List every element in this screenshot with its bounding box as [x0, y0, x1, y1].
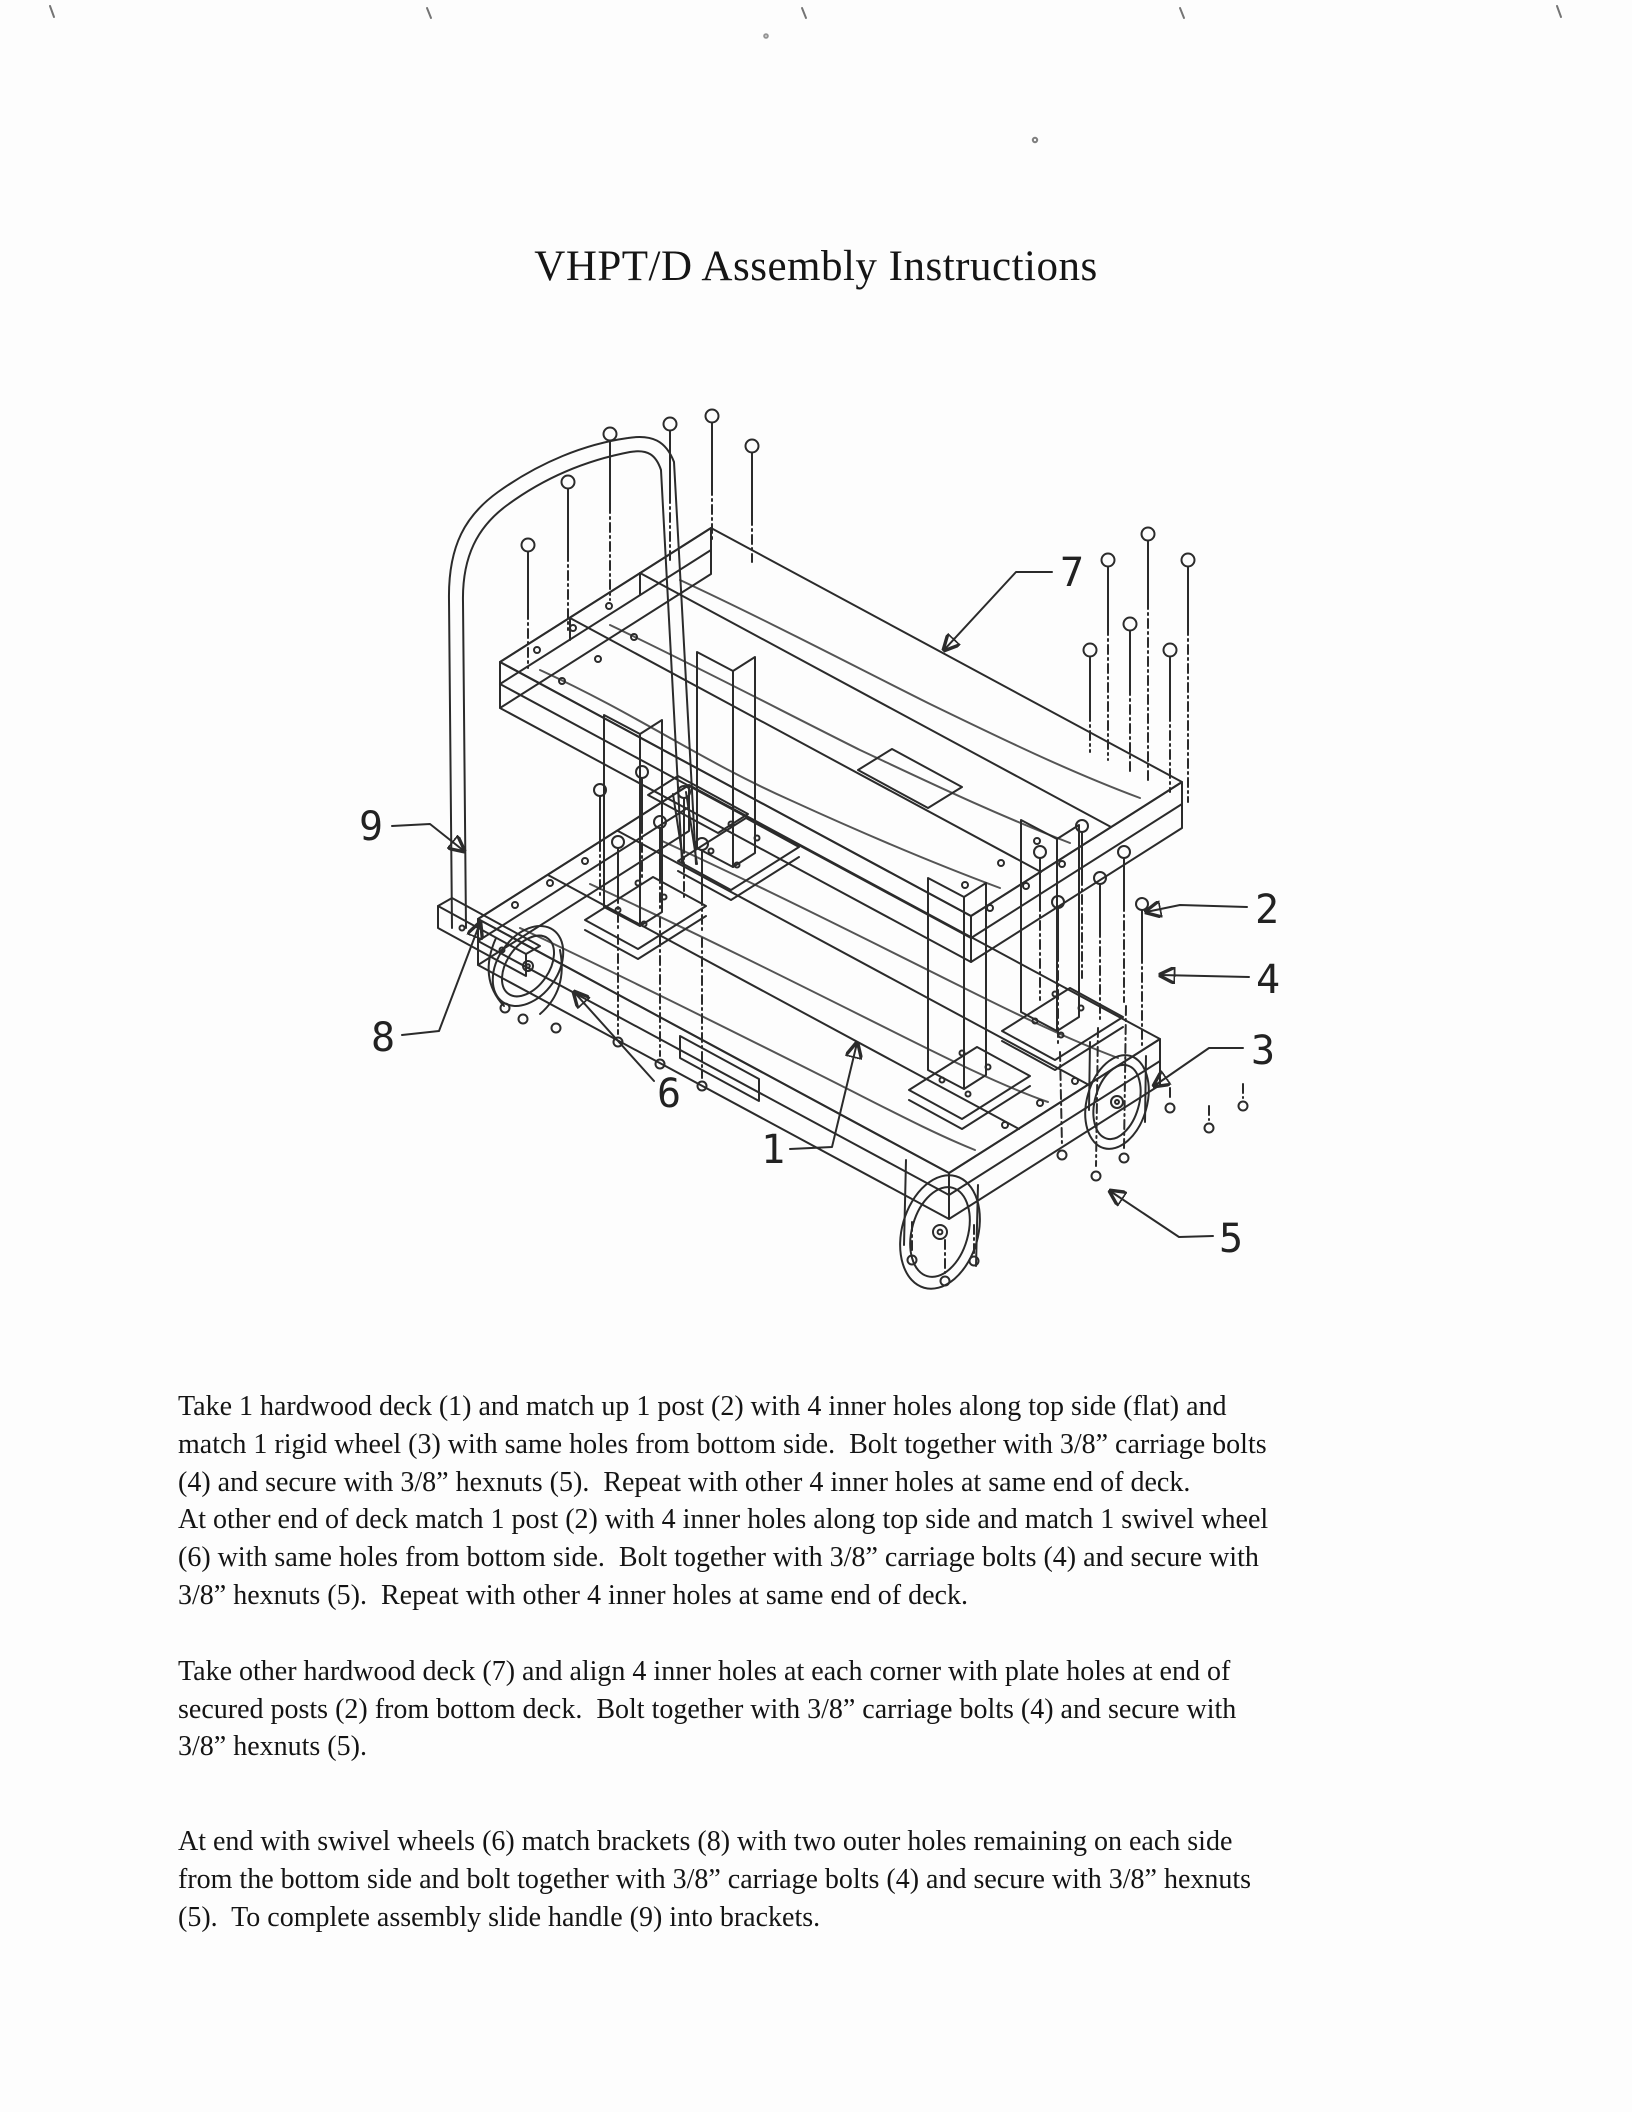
text-line: At other end of deck match 1 post (2) with 4 inner holes along top side and match 1 swivel wheel: [178, 1504, 1269, 1536]
callout-9-label: 9: [358, 804, 384, 850]
text-line: 3/8” hexnuts (5). Repeat with other 4 inner holes at same end of deck.: [178, 1579, 968, 1611]
instruction-paragraph-3: [178, 1823, 1458, 1936]
text-line: secured posts (2) from bottom deck. Bolt together with 3/8” carriage bolts (4) and secure with: [178, 1693, 1237, 1725]
text-line: (6) with same holes from bottom side. Bolt together with 3/8” carriage bolts (4) and secure with: [178, 1542, 1259, 1574]
carriage-bolts-top-left: [522, 410, 759, 669]
callout-8-label: 8: [370, 1015, 396, 1061]
callout-1-leader: [790, 1043, 857, 1149]
callout-7-label: 7: [1059, 550, 1085, 596]
text-line: (4) and secure with 3/8” hexnuts (5). Repeat with other 4 inner holes at same end of deck.: [178, 1466, 1191, 1498]
text-line: At end with swivel wheels (6) match brackets (8) with two outer holes remaining on each side: [178, 1826, 1233, 1858]
page-title: VHPT/D Assembly Instructions: [534, 243, 1098, 290]
carriage-bolts-mid-left: [594, 766, 708, 1078]
handle-bracket: [438, 898, 562, 1014]
callout-7-leader: [944, 572, 1052, 650]
assembly-instructions-text: [178, 1388, 1458, 1975]
swivel-wheel: [478, 913, 578, 1020]
callout-3-label: 3: [1250, 1028, 1276, 1074]
instruction-paragraph-1: [178, 1388, 1458, 1615]
text-line: (5). To complete assembly slide handle (9) into brackets.: [178, 1901, 821, 1933]
text-line: from the bottom side and bolt together with 3/8” carriage bolts (4) and secure with 3/8” hexnuts: [178, 1863, 1252, 1895]
handle-tube: [449, 437, 696, 928]
callout-5-leader: [1110, 1191, 1213, 1237]
callout-2-leader: [1146, 905, 1247, 912]
callout-6-leader: [574, 992, 654, 1081]
callout-3-leader: [1154, 1048, 1243, 1086]
callout-9-leader: [392, 824, 464, 851]
callout-5-label: 5: [1218, 1216, 1244, 1262]
callout-2-label: 2: [1254, 887, 1280, 933]
carriage-bolts-top-right: [1084, 528, 1195, 803]
bottom-deck: [478, 776, 1160, 1219]
callout-4-label: 4: [1255, 957, 1281, 1003]
carriage-bolts-mid-right: [1034, 820, 1148, 1166]
text-line: match 1 rigid wheel (3) with same holes from bottom side. Bolt together with 3/8” carriage bolts: [178, 1428, 1267, 1460]
callout-leaders: [392, 572, 1249, 1237]
rigid-wheel-front: [887, 1160, 992, 1298]
instruction-paragraph-2: [178, 1653, 1458, 1766]
callout-8-leader: [402, 923, 480, 1035]
text-line: Take 1 hardwood deck (1) and match up 1 post (2) with 4 inner holes along top side (flat) and: [178, 1391, 1227, 1422]
callout-1-label: 1: [760, 1127, 786, 1173]
hexnuts: [501, 1004, 1248, 1286]
text-line: Take other hardwood deck (7) and align 4 inner holes at each corner with plate holes at end of: [178, 1655, 1231, 1687]
posts: [604, 652, 1079, 1089]
scan-artifacts: [50, 6, 1561, 142]
callout-4-leader: [1160, 975, 1249, 977]
top-deck: [500, 528, 1182, 962]
callout-labels: [359, 550, 1280, 1262]
rigid-wheel-back: [1075, 1042, 1159, 1156]
text-line: 3/8” hexnuts (5).: [178, 1731, 367, 1763]
callout-6-label: 6: [656, 1071, 682, 1117]
post-mounting-plates: [585, 818, 1123, 1129]
